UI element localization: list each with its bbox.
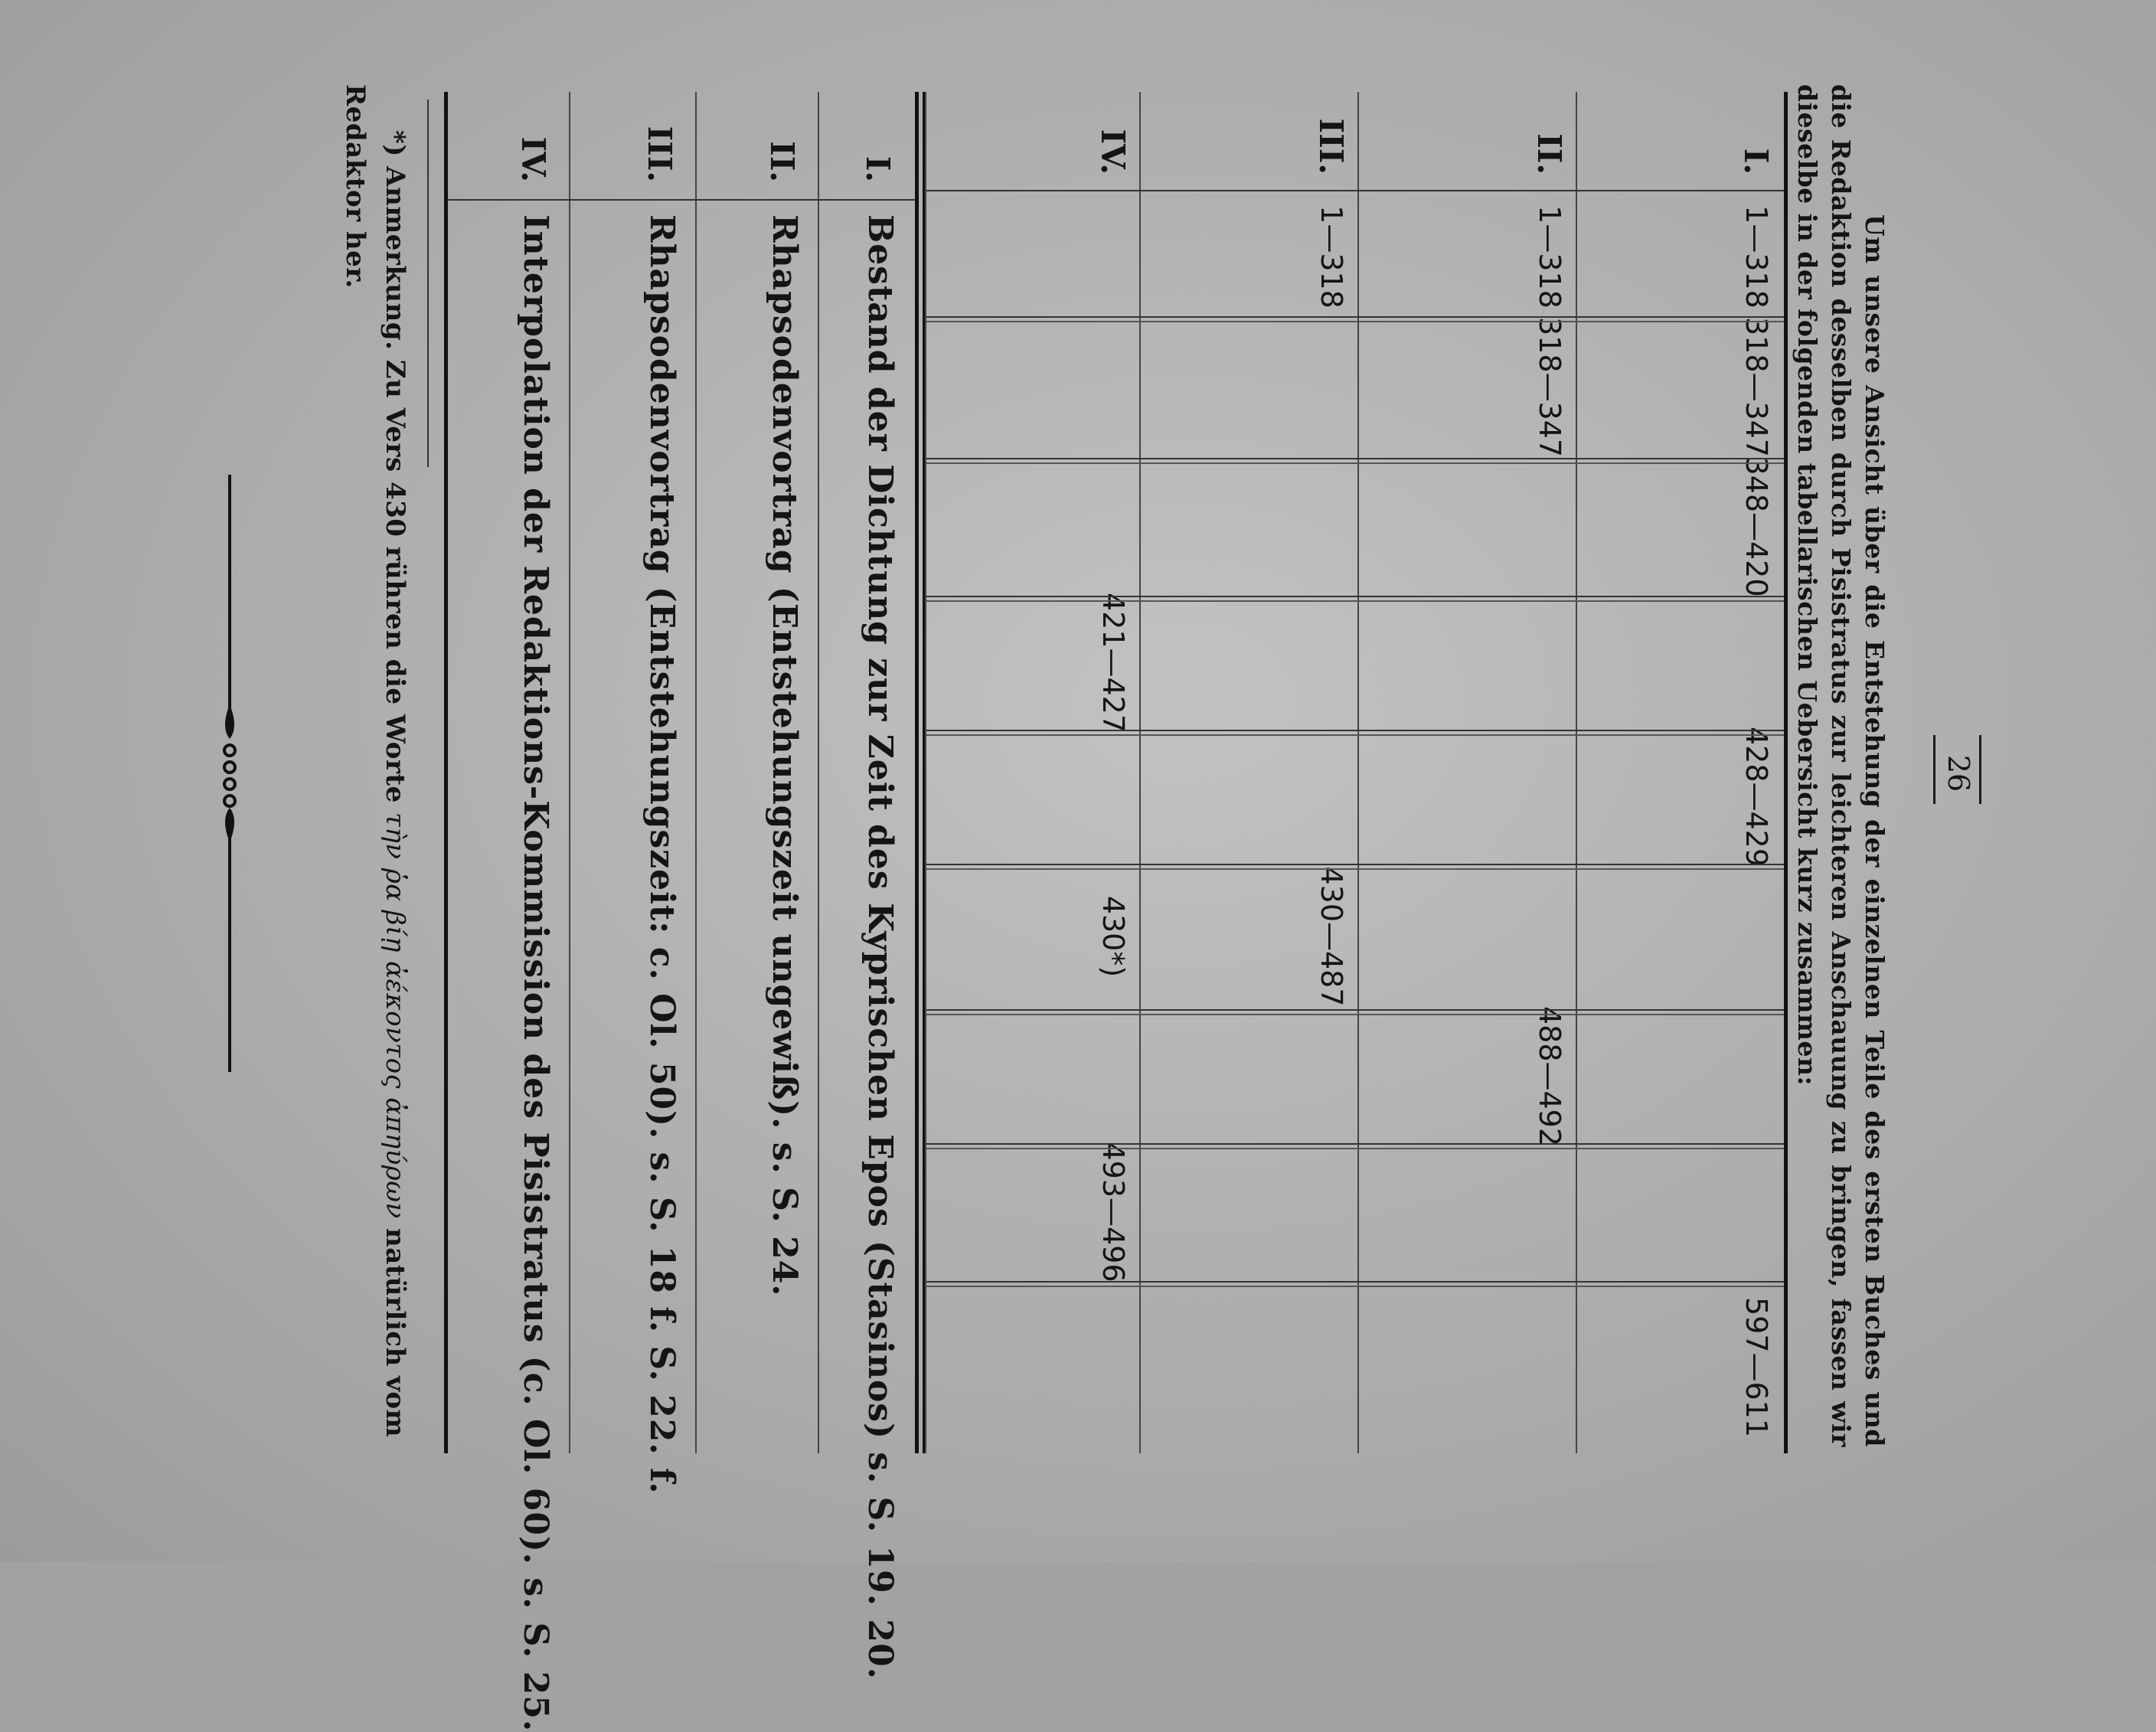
- range-cell: [1141, 198, 1359, 316]
- rotated-page: [0, 84, 1991, 1732]
- column-divider: [1577, 864, 1784, 865]
- range-cell-text: 318—347: [1740, 316, 1773, 458]
- range-row: [1576, 92, 1784, 1453]
- column-divider: [1359, 864, 1577, 865]
- row-label-separator: [1359, 190, 1577, 191]
- legend-separator: [697, 199, 819, 201]
- column-divider: [1359, 1281, 1577, 1283]
- column-divider: [1577, 730, 1784, 731]
- range-cell: [1359, 458, 1577, 596]
- column-divider: [1141, 730, 1359, 731]
- legend-text: Bestand der Dichtung zur Zeit des Kyprischen Epos (Stasinos) s. S. 19. 20.: [861, 214, 900, 1680]
- ornament-dot: [224, 796, 235, 806]
- legend-row: [448, 92, 570, 1732]
- column-divider: [926, 864, 1141, 865]
- column-divider: [1577, 458, 1784, 459]
- column-divider: [1141, 1143, 1359, 1145]
- range-row-cells: [926, 198, 1141, 1453]
- range-cell: [1577, 726, 1784, 868]
- column-divider: [1359, 1143, 1577, 1145]
- range-cell: [1359, 1005, 1577, 1147]
- range-cell: [1359, 1281, 1577, 1453]
- column-divider: [1359, 730, 1577, 731]
- range-cell-text: 430—487: [1315, 866, 1348, 1007]
- column-divider: [1577, 596, 1784, 597]
- range-row: [1139, 92, 1359, 1453]
- legend-row: [695, 92, 819, 1453]
- column-divider: [1141, 1281, 1359, 1283]
- range-cell-text: 597—611: [1740, 1296, 1773, 1438]
- range-cell-text: 421—427: [1096, 592, 1130, 734]
- ornament-divider: [207, 475, 253, 1072]
- range-cell: [926, 1281, 1141, 1453]
- range-row-cells: [1141, 198, 1359, 1453]
- row-label-separator: [1141, 190, 1359, 191]
- footnote-paragraph: [335, 84, 415, 1447]
- range-cell: [1577, 1009, 1784, 1143]
- range-cell: [1141, 458, 1359, 596]
- column-divider: [1577, 1281, 1784, 1283]
- column-divider: [1359, 458, 1577, 459]
- footnote-text: Anmerkung. Zu Vers 430 rühren die Worte: [380, 166, 410, 803]
- legend-label: I.: [859, 155, 897, 182]
- range-cell-text: 430*): [1096, 895, 1130, 978]
- ornament-dot: [224, 779, 235, 789]
- column-divider: [1577, 1009, 1784, 1011]
- legend-separator: [819, 199, 915, 201]
- range-cell: [1577, 864, 1784, 1009]
- column-divider: [1577, 316, 1784, 318]
- row-label-separator: [1577, 190, 1784, 191]
- column-divider: [1359, 1009, 1577, 1011]
- range-cell: [926, 198, 1141, 316]
- ornament-left-line: [228, 475, 231, 727]
- page-number: 26: [1942, 754, 1975, 792]
- footnote-text-end: natürlich vom Redaktor her.: [340, 84, 410, 1438]
- range-cell: [926, 592, 1141, 734]
- range-row-label: IV.: [1094, 129, 1132, 175]
- ornament-dot: [224, 745, 235, 756]
- column-divider: [1141, 458, 1359, 459]
- range-cell: [1359, 730, 1577, 864]
- legend-text: Rhapsodenvortrag (Entstehungszeit ungewiß). s. S. 24.: [765, 214, 804, 1297]
- column-divider: [1141, 596, 1359, 597]
- legend-text: Rhapsodenvortrag (Entstehungszeit: c. Ol. 50). s. S. 18 f. S. 22. f.: [642, 214, 681, 1495]
- range-cell: [1577, 1143, 1784, 1281]
- range-cell: [926, 730, 1141, 864]
- range-cell-text: 493—496: [1096, 1142, 1130, 1283]
- range-cell-text: 428—429: [1740, 726, 1773, 868]
- range-row-label: III.: [1312, 118, 1350, 175]
- column-divider: [926, 596, 1141, 597]
- column-divider: [1141, 864, 1359, 865]
- row-label-separator: [926, 190, 1141, 191]
- page-number-rule-top: [1979, 735, 1981, 804]
- range-cell: [1141, 864, 1359, 1009]
- footnote-rule: [427, 100, 429, 467]
- legend-separator: [570, 199, 697, 201]
- legend-row: [818, 92, 915, 1680]
- footnote: [335, 84, 415, 1447]
- range-cell: [1577, 316, 1784, 458]
- column-divider: [926, 1143, 1141, 1145]
- range-cell-text: 1—318: [1740, 205, 1773, 309]
- ornament-right-line: [228, 819, 231, 1072]
- legend-table: [444, 92, 919, 1732]
- column-divider: [1359, 316, 1577, 318]
- range-cell: [1141, 730, 1359, 864]
- legend-label: IV.: [514, 136, 552, 182]
- legend-text: Interpolation der Redaktions-Kommission des Pisistratus (c. Ol. 60). s. S. 25.: [516, 214, 555, 1732]
- range-cell-text: 1—318: [1533, 205, 1566, 309]
- range-cell: [1359, 198, 1577, 316]
- range-cell: [1141, 316, 1359, 458]
- column-divider: [926, 730, 1141, 731]
- range-cell: [1359, 1143, 1577, 1281]
- range-cell: [1141, 1143, 1359, 1281]
- range-row: [1357, 92, 1577, 1453]
- range-row-label: II.: [1530, 133, 1568, 175]
- range-cell-text: 488—492: [1533, 1005, 1566, 1147]
- footnote-greek: τὴν ῥα βίῃ ἀέκοντος ἀπηύρων: [380, 812, 410, 1219]
- column-divider: [1141, 1009, 1359, 1011]
- intro-paragraph: [1790, 84, 1891, 1447]
- verse-ranges-table: [923, 92, 1788, 1453]
- range-cell: [1359, 864, 1577, 1009]
- range-row-cells: [1577, 198, 1784, 1453]
- range-cell-text: 318—347: [1533, 316, 1566, 458]
- range-cell: [926, 864, 1141, 1009]
- column-divider: [926, 1009, 1141, 1011]
- column-divider: [926, 316, 1141, 318]
- column-divider: [1359, 596, 1577, 597]
- range-cell-text: 1—318: [1315, 205, 1348, 309]
- legend-label: III.: [641, 126, 678, 182]
- range-cell: [926, 316, 1141, 458]
- range-cell: [1141, 596, 1359, 730]
- range-cell: [1577, 1281, 1784, 1453]
- range-cell: [926, 1009, 1141, 1143]
- column-divider: [1141, 316, 1359, 318]
- range-cell: [926, 1143, 1141, 1281]
- range-cell: [1577, 596, 1784, 730]
- range-cell: [1577, 458, 1784, 596]
- column-divider: [926, 1281, 1141, 1283]
- range-cell: [1141, 1281, 1359, 1453]
- column-divider: [1577, 1143, 1784, 1145]
- range-row-label: I.: [1737, 148, 1775, 175]
- range-cell-text: 348—420: [1740, 456, 1773, 597]
- range-row-cells: [1359, 198, 1577, 1453]
- range-cell: [926, 458, 1141, 596]
- page-number-rule-bottom: [1933, 735, 1936, 804]
- intro-text: Um unsere Ansicht über die Entstehung der einzelnen Teile des ersten Buches und die Redaktion desselben durch Pisistratus zur leichteren Anschauung zu bringen, fassen wir dieselbe in der folgenden tabellarischen Uebersicht kurz zusammen:: [1792, 84, 1890, 1447]
- footnote-marker: *): [380, 130, 410, 157]
- column-divider: [926, 458, 1141, 459]
- legend-row: [569, 92, 697, 1495]
- range-cell: [1577, 198, 1784, 316]
- range-cell: [1141, 1009, 1359, 1143]
- legend-label: II.: [763, 141, 801, 182]
- range-cell: [1359, 596, 1577, 730]
- range-cell: [1359, 316, 1577, 458]
- legend-separator: [448, 199, 570, 201]
- ornament-dot: [224, 762, 235, 773]
- range-row: [925, 92, 1141, 1453]
